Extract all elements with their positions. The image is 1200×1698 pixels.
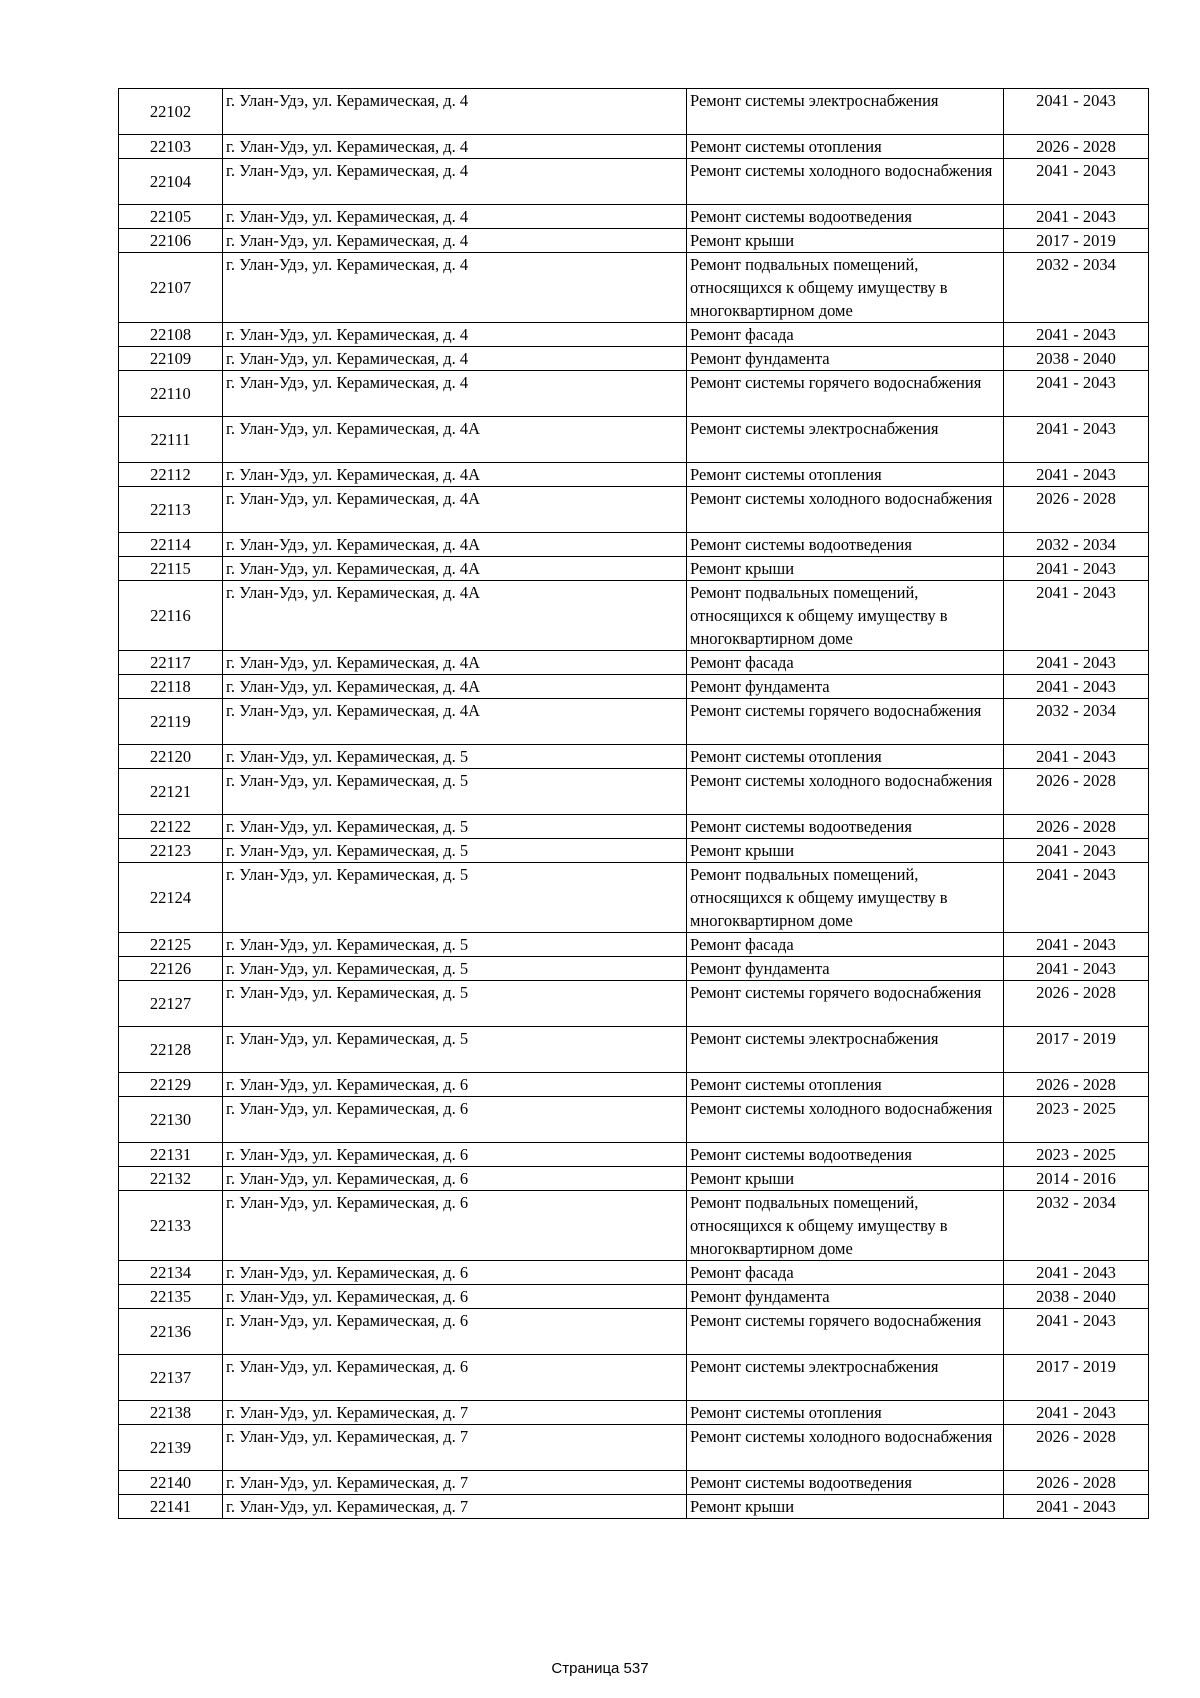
row-work-type: Ремонт системы водоотведения (687, 205, 1004, 229)
row-address: г. Улан-Удэ, ул. Керамическая, д. 6 (223, 1285, 687, 1309)
row-work-type: Ремонт системы водоотведения (687, 1471, 1004, 1495)
table-row (119, 1285, 1149, 1309)
row-number: 22141 (119, 1495, 223, 1519)
row-address: г. Улан-Удэ, ул. Керамическая, д. 4 (223, 371, 687, 417)
row-period: 2032 - 2034 (1004, 533, 1149, 557)
row-period: 2041 - 2043 (1004, 89, 1149, 135)
row-number: 22125 (119, 933, 223, 957)
table-row (119, 769, 1149, 815)
table-row (119, 699, 1149, 745)
row-number: 22132 (119, 1167, 223, 1191)
row-address: г. Улан-Удэ, ул. Керамическая, д. 4А (223, 557, 687, 581)
table-row (119, 1143, 1149, 1167)
row-address: г. Улан-Удэ, ул. Керамическая, д. 4А (223, 417, 687, 463)
page-footer (0, 1660, 1200, 1677)
table-row (119, 1073, 1149, 1097)
row-work-type: Ремонт системы холодного водоснабжения (687, 159, 1004, 205)
row-period: 2041 - 2043 (1004, 557, 1149, 581)
table-row (119, 347, 1149, 371)
row-number: 22122 (119, 815, 223, 839)
row-period: 2026 - 2028 (1004, 769, 1149, 815)
row-period: 2041 - 2043 (1004, 323, 1149, 347)
row-number: 22103 (119, 135, 223, 159)
row-work-type: Ремонт фундамента (687, 957, 1004, 981)
table-row (119, 1167, 1149, 1191)
table-row (119, 981, 1149, 1027)
row-number: 22104 (119, 159, 223, 205)
row-period: 2026 - 2028 (1004, 1471, 1149, 1495)
table-row (119, 205, 1149, 229)
row-number: 22128 (119, 1027, 223, 1073)
table-body (119, 89, 1149, 1519)
row-period: 2038 - 2040 (1004, 1285, 1149, 1309)
row-period: 2041 - 2043 (1004, 863, 1149, 933)
row-period: 2041 - 2043 (1004, 1401, 1149, 1425)
table-row (119, 651, 1149, 675)
row-work-type: Ремонт системы отопления (687, 135, 1004, 159)
table-row (119, 371, 1149, 417)
table-row (119, 1471, 1149, 1495)
row-address: г. Улан-Удэ, ул. Керамическая, д. 7 (223, 1425, 687, 1471)
row-work-type: Ремонт фасада (687, 1261, 1004, 1285)
row-period: 2041 - 2043 (1004, 417, 1149, 463)
row-period: 2041 - 2043 (1004, 205, 1149, 229)
row-address: г. Улан-Удэ, ул. Керамическая, д. 5 (223, 769, 687, 815)
row-number: 22124 (119, 863, 223, 933)
row-address: г. Улан-Удэ, ул. Керамическая, д. 5 (223, 957, 687, 981)
table-row (119, 533, 1149, 557)
row-period: 2032 - 2034 (1004, 1191, 1149, 1261)
row-period: 2041 - 2043 (1004, 651, 1149, 675)
table-row (119, 159, 1149, 205)
table-row (119, 1495, 1149, 1519)
row-address: г. Улан-Удэ, ул. Керамическая, д. 5 (223, 815, 687, 839)
row-address: г. Улан-Удэ, ул. Керамическая, д. 4А (223, 675, 687, 699)
row-address: г. Улан-Удэ, ул. Керамическая, д. 6 (223, 1097, 687, 1143)
row-number: 22112 (119, 463, 223, 487)
row-address: г. Улан-Удэ, ул. Керамическая, д. 6 (223, 1191, 687, 1261)
row-work-type: Ремонт системы электроснабжения (687, 417, 1004, 463)
row-period: 2026 - 2028 (1004, 1073, 1149, 1097)
table-row (119, 253, 1149, 323)
row-period: 2041 - 2043 (1004, 839, 1149, 863)
row-work-type: Ремонт фундамента (687, 347, 1004, 371)
row-period: 2026 - 2028 (1004, 135, 1149, 159)
row-number: 22105 (119, 205, 223, 229)
row-address: г. Улан-Удэ, ул. Керамическая, д. 5 (223, 933, 687, 957)
table-row (119, 1191, 1149, 1261)
row-period: 2041 - 2043 (1004, 1261, 1149, 1285)
row-address: г. Улан-Удэ, ул. Керамическая, д. 4 (223, 159, 687, 205)
row-address: г. Улан-Удэ, ул. Керамическая, д. 6 (223, 1143, 687, 1167)
row-number: 22135 (119, 1285, 223, 1309)
row-number: 22107 (119, 253, 223, 323)
row-work-type: Ремонт фундамента (687, 675, 1004, 699)
table-row (119, 1355, 1149, 1401)
row-work-type: Ремонт крыши (687, 839, 1004, 863)
row-number: 22123 (119, 839, 223, 863)
table-row (119, 89, 1149, 135)
row-number: 22106 (119, 229, 223, 253)
row-work-type: Ремонт системы горячего водоснабжения (687, 981, 1004, 1027)
row-address: г. Улан-Удэ, ул. Керамическая, д. 6 (223, 1309, 687, 1355)
table-row (119, 1261, 1149, 1285)
row-address: г. Улан-Удэ, ул. Керамическая, д. 6 (223, 1167, 687, 1191)
table-row (119, 463, 1149, 487)
table-row (119, 815, 1149, 839)
row-work-type: Ремонт системы электроснабжения (687, 89, 1004, 135)
row-work-type: Ремонт системы горячего водоснабжения (687, 371, 1004, 417)
row-period: 2041 - 2043 (1004, 675, 1149, 699)
row-work-type: Ремонт фасада (687, 323, 1004, 347)
row-number: 22139 (119, 1425, 223, 1471)
row-period: 2041 - 2043 (1004, 581, 1149, 651)
table-row (119, 323, 1149, 347)
row-period: 2026 - 2028 (1004, 815, 1149, 839)
row-number: 22130 (119, 1097, 223, 1143)
row-number: 22138 (119, 1401, 223, 1425)
table-row (119, 839, 1149, 863)
row-number: 22119 (119, 699, 223, 745)
row-address: г. Улан-Удэ, ул. Керамическая, д. 4А (223, 463, 687, 487)
row-period: 2014 - 2016 (1004, 1167, 1149, 1191)
row-work-type: Ремонт системы холодного водоснабжения (687, 487, 1004, 533)
row-address: г. Улан-Удэ, ул. Керамическая, д. 7 (223, 1495, 687, 1519)
row-period: 2041 - 2043 (1004, 1495, 1149, 1519)
row-address: г. Улан-Удэ, ул. Керамическая, д. 7 (223, 1471, 687, 1495)
row-number: 22115 (119, 557, 223, 581)
row-period: 2041 - 2043 (1004, 371, 1149, 417)
row-period: 2026 - 2028 (1004, 1425, 1149, 1471)
row-address: г. Улан-Удэ, ул. Керамическая, д. 4А (223, 487, 687, 533)
row-work-type: Ремонт системы отопления (687, 463, 1004, 487)
row-work-type: Ремонт системы электроснабжения (687, 1355, 1004, 1401)
row-period: 2023 - 2025 (1004, 1143, 1149, 1167)
row-number: 22133 (119, 1191, 223, 1261)
table-row (119, 863, 1149, 933)
table-row (119, 1425, 1149, 1471)
row-work-type: Ремонт системы горячего водоснабжения (687, 1309, 1004, 1355)
row-work-type: Ремонт системы отопления (687, 745, 1004, 769)
row-work-type: Ремонт системы холодного водоснабжения (687, 1425, 1004, 1471)
row-number: 22134 (119, 1261, 223, 1285)
row-work-type: Ремонт системы водоотведения (687, 533, 1004, 557)
row-number: 22113 (119, 487, 223, 533)
table-row (119, 1309, 1149, 1355)
table-row (119, 933, 1149, 957)
row-number: 22137 (119, 1355, 223, 1401)
row-number: 22121 (119, 769, 223, 815)
row-work-type: Ремонт системы горячего водоснабжения (687, 699, 1004, 745)
row-address: г. Улан-Удэ, ул. Керамическая, д. 6 (223, 1355, 687, 1401)
row-work-type: Ремонт подвальных помещений, относящихся к общему имуществу в многоквартирном доме (687, 581, 1004, 651)
row-number: 22116 (119, 581, 223, 651)
table-row (119, 417, 1149, 463)
repair-schedule-table (118, 88, 1149, 1519)
row-period: 2023 - 2025 (1004, 1097, 1149, 1143)
row-work-type: Ремонт фундамента (687, 1285, 1004, 1309)
row-address: г. Улан-Удэ, ул. Керамическая, д. 4 (223, 89, 687, 135)
row-address: г. Улан-Удэ, ул. Керамическая, д. 4 (223, 135, 687, 159)
row-period: 2041 - 2043 (1004, 933, 1149, 957)
row-work-type: Ремонт системы отопления (687, 1073, 1004, 1097)
row-work-type: Ремонт системы отопления (687, 1401, 1004, 1425)
row-number: 22117 (119, 651, 223, 675)
row-number: 22126 (119, 957, 223, 981)
row-period: 2017 - 2019 (1004, 229, 1149, 253)
row-address: г. Улан-Удэ, ул. Керамическая, д. 7 (223, 1401, 687, 1425)
table-row (119, 581, 1149, 651)
row-number: 22136 (119, 1309, 223, 1355)
row-period: 2041 - 2043 (1004, 1309, 1149, 1355)
row-period: 2041 - 2043 (1004, 745, 1149, 769)
row-number: 22127 (119, 981, 223, 1027)
table-row (119, 1401, 1149, 1425)
row-period: 2032 - 2034 (1004, 699, 1149, 745)
row-address: г. Улан-Удэ, ул. Керамическая, д. 4А (223, 699, 687, 745)
row-period: 2041 - 2043 (1004, 463, 1149, 487)
table-row (119, 957, 1149, 981)
row-address: г. Улан-Удэ, ул. Керамическая, д. 4 (223, 323, 687, 347)
row-work-type: Ремонт фасада (687, 933, 1004, 957)
row-period: 2017 - 2019 (1004, 1027, 1149, 1073)
table-row (119, 135, 1149, 159)
row-number: 22109 (119, 347, 223, 371)
row-period: 2032 - 2034 (1004, 253, 1149, 323)
table-row (119, 487, 1149, 533)
row-address: г. Улан-Удэ, ул. Керамическая, д. 4А (223, 651, 687, 675)
row-address: г. Улан-Удэ, ул. Керамическая, д. 5 (223, 745, 687, 769)
row-number: 22120 (119, 745, 223, 769)
row-address: г. Улан-Удэ, ул. Керамическая, д. 5 (223, 981, 687, 1027)
row-work-type: Ремонт системы холодного водоснабжения (687, 769, 1004, 815)
row-address: г. Улан-Удэ, ул. Керамическая, д. 6 (223, 1261, 687, 1285)
table-row (119, 745, 1149, 769)
row-period: 2041 - 2043 (1004, 159, 1149, 205)
row-period: 2038 - 2040 (1004, 347, 1149, 371)
row-work-type: Ремонт подвальных помещений, относящихся к общему имуществу в многоквартирном доме (687, 253, 1004, 323)
row-address: г. Улан-Удэ, ул. Керамическая, д. 4 (223, 347, 687, 371)
row-work-type: Ремонт крыши (687, 1167, 1004, 1191)
row-work-type: Ремонт фасада (687, 651, 1004, 675)
row-number: 22110 (119, 371, 223, 417)
row-work-type: Ремонт системы водоотведения (687, 815, 1004, 839)
row-period: 2017 - 2019 (1004, 1355, 1149, 1401)
row-work-type: Ремонт подвальных помещений, относящихся к общему имуществу в многоквартирном доме (687, 1191, 1004, 1261)
row-work-type: Ремонт системы электроснабжения (687, 1027, 1004, 1073)
table-row (119, 1097, 1149, 1143)
row-work-type: Ремонт крыши (687, 1495, 1004, 1519)
row-number: 22111 (119, 417, 223, 463)
table-row (119, 675, 1149, 699)
row-work-type: Ремонт крыши (687, 557, 1004, 581)
row-number: 22131 (119, 1143, 223, 1167)
row-work-type: Ремонт подвальных помещений, относящихся к общему имуществу в многоквартирном доме (687, 863, 1004, 933)
row-period: 2026 - 2028 (1004, 981, 1149, 1027)
table-row (119, 557, 1149, 581)
row-address: г. Улан-Удэ, ул. Керамическая, д. 4А (223, 581, 687, 651)
table-row (119, 1027, 1149, 1073)
row-address: г. Улан-Удэ, ул. Керамическая, д. 6 (223, 1073, 687, 1097)
row-work-type: Ремонт системы холодного водоснабжения (687, 1097, 1004, 1143)
row-address: г. Улан-Удэ, ул. Керамическая, д. 4 (223, 253, 687, 323)
row-number: 22108 (119, 323, 223, 347)
row-work-type: Ремонт крыши (687, 229, 1004, 253)
page-number: Страница 537 (551, 1660, 649, 1677)
row-number: 22114 (119, 533, 223, 557)
row-period: 2026 - 2028 (1004, 487, 1149, 533)
row-address: г. Улан-Удэ, ул. Керамическая, д. 4 (223, 229, 687, 253)
row-number: 22102 (119, 89, 223, 135)
table-row (119, 229, 1149, 253)
row-address: г. Улан-Удэ, ул. Керамическая, д. 5 (223, 839, 687, 863)
row-address: г. Улан-Удэ, ул. Керамическая, д. 4 (223, 205, 687, 229)
row-address: г. Улан-Удэ, ул. Керамическая, д. 5 (223, 1027, 687, 1073)
row-number: 22140 (119, 1471, 223, 1495)
row-work-type: Ремонт системы водоотведения (687, 1143, 1004, 1167)
row-period: 2041 - 2043 (1004, 957, 1149, 981)
row-number: 22129 (119, 1073, 223, 1097)
row-address: г. Улан-Удэ, ул. Керамическая, д. 5 (223, 863, 687, 933)
row-number: 22118 (119, 675, 223, 699)
row-address: г. Улан-Удэ, ул. Керамическая, д. 4А (223, 533, 687, 557)
